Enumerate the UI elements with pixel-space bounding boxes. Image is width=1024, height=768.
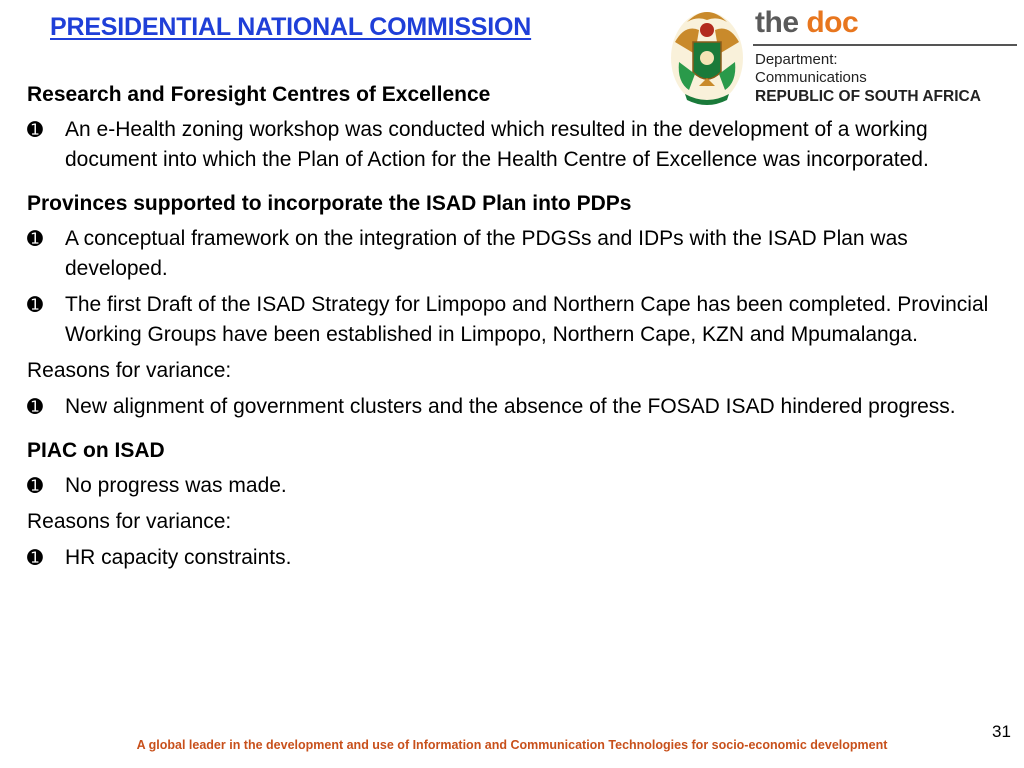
variance-label: Reasons for variance: xyxy=(27,359,232,382)
department-name: Communications xyxy=(755,69,867,86)
bullet-item xyxy=(27,471,997,501)
bullet-icon: ➊ xyxy=(27,396,43,418)
bullet-icon: ➊ xyxy=(27,294,43,316)
section-heading: Research and Foresight Centres of Excellence xyxy=(27,83,491,106)
bullet-item xyxy=(27,543,997,573)
bullet-item xyxy=(27,115,997,175)
bullet-item xyxy=(27,392,997,422)
page-number: 31 xyxy=(992,722,1011,741)
department-label: Department: xyxy=(755,51,838,68)
bullet-text: HR capacity constraints. xyxy=(65,546,292,569)
bullet-icon: ➊ xyxy=(27,547,43,569)
bullet-text: No progress was made. xyxy=(65,474,287,497)
bullet-item xyxy=(27,224,997,284)
country-name: REPUBLIC OF SOUTH AFRICA xyxy=(755,88,981,105)
brand-doc: doc xyxy=(806,6,859,39)
brand-divider xyxy=(753,44,1017,46)
section-heading: Provinces supported to incorporate the ISAD Plan into PDPs xyxy=(27,192,632,215)
bullet-text: New alignment of government clusters and the absence of the FOSAD ISAD hindered progress. xyxy=(65,395,956,418)
brand-wordmark xyxy=(755,6,858,40)
slide-body xyxy=(27,80,997,573)
slide-title: PRESIDENTIAL NATIONAL COMMISSION xyxy=(50,13,532,41)
bullet-text: A conceptual framework on the integration of the PDGSs and IDPs with the ISAD Plan was developed. xyxy=(65,227,908,280)
bullet-icon: ➊ xyxy=(27,475,43,497)
footer-tagline: A global leader in the development and use of Information and Communication Technologies for socio-economic development xyxy=(136,738,888,752)
section-heading: PIAC on ISAD xyxy=(27,439,165,462)
bullet-icon: ➊ xyxy=(27,119,43,141)
bullet-text: The first Draft of the ISAD Strategy for Limpopo and Northern Cape has been completed. Provincial Working Groups have been established in Limpopo, Northern Cape, KZN and Mpumalanga. xyxy=(65,293,989,346)
bullet-text: An e-Health zoning workshop was conducted which resulted in the development of a working document into which the Plan of Action for the Health Centre of Excellence was incorporated. xyxy=(65,118,929,171)
variance-label: Reasons for variance: xyxy=(27,510,232,533)
bullet-item xyxy=(27,290,997,350)
brand-the: the xyxy=(755,6,799,39)
bullet-icon: ➊ xyxy=(27,228,43,250)
